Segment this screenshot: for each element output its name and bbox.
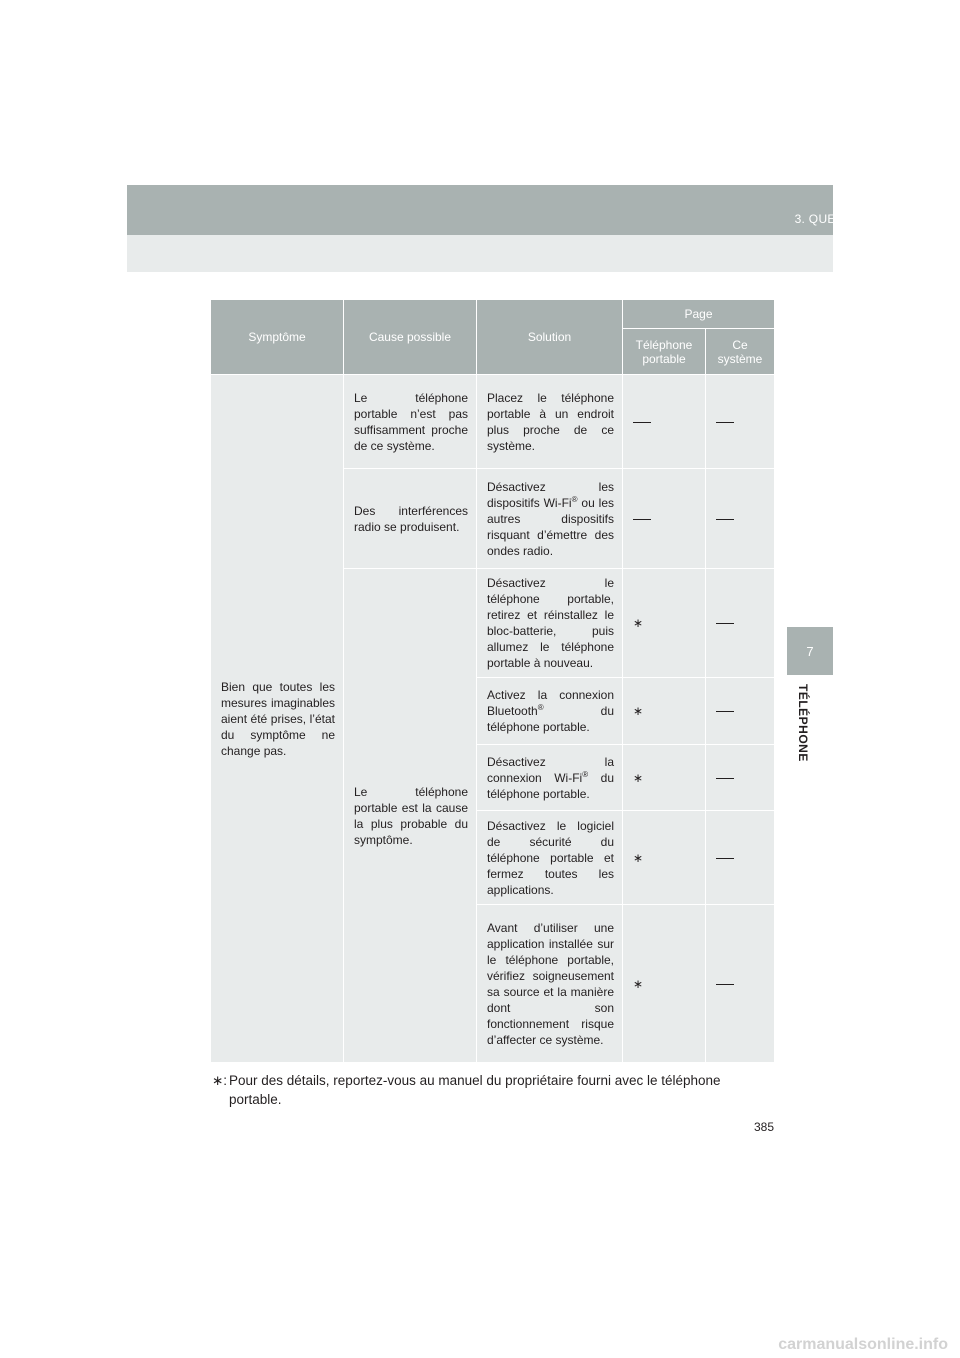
- page-system-cell: [706, 678, 775, 745]
- page-number: 385: [753, 1120, 774, 1134]
- header-solution: Solution: [477, 300, 623, 375]
- footnote-text: Pour des détails, reportez-vous au manuel du propriétaire fourni avec le téléphone portable.: [229, 1073, 721, 1107]
- dash-mark: [716, 984, 734, 985]
- symptom-cell: Bien que toutes les mesures imaginables aient été prises, l’état du symptôme ne change pas.: [211, 375, 344, 1063]
- cause-cell: Des interférences radio se produisent.: [344, 469, 477, 569]
- chapter-label: TÉLÉPHONE: [796, 684, 810, 762]
- solution-cell: Avant d’utiliser une application installée sur le téléphone portable, vérifiez soigneusement sa source et la manière dont son fonctionnement risque d’affecter ce système.: [477, 905, 623, 1063]
- solution-cell: Désactivez le téléphone portable, retirez et réinstallez le bloc-batterie, puis allumez le téléphone portable à nouveau.: [477, 569, 623, 678]
- page-system-cell: [706, 745, 775, 811]
- page-phone-cell: ∗: [623, 905, 706, 1063]
- page-system-cell: [706, 905, 775, 1063]
- dash-mark: [716, 711, 734, 712]
- header-page-phone: Téléphone portable: [623, 329, 706, 375]
- header-cause: Cause possible: [344, 300, 477, 375]
- header-band: [127, 185, 833, 235]
- watermark: carmanualsonline.info: [778, 1336, 948, 1353]
- dash-mark: [716, 519, 734, 520]
- footnote: [212, 1071, 774, 1109]
- solution-cell: Désactivez les dispositifs Wi-Fi® ou les autres dispositifs risquant d’émettre des ondes radio.: [477, 469, 623, 569]
- page-system-cell: [706, 569, 775, 678]
- solution-cell: Activez la connexion Bluetooth® du téléphone portable.: [477, 678, 623, 745]
- page-phone-cell: ∗: [623, 811, 706, 905]
- header-page-system: Ce système: [706, 329, 775, 375]
- page-phone-cell: ∗: [623, 745, 706, 811]
- dash-mark: [716, 858, 734, 859]
- dash-mark: [716, 623, 734, 624]
- cause-cell: Le téléphone portable est la cause la plus probable du symptôme.: [344, 569, 477, 1063]
- footnote-marker: ∗:: [212, 1073, 228, 1088]
- header-symptom: Symptôme: [211, 300, 344, 375]
- page-system-cell: [706, 375, 775, 469]
- page-phone-cell: [623, 375, 706, 469]
- page-system-cell: [706, 811, 775, 905]
- header-subband: [127, 235, 833, 272]
- page-phone-cell: [623, 469, 706, 569]
- header-page: Page: [623, 300, 775, 329]
- solution-cell: Désactivez la connexion Wi-Fi® du téléphone portable.: [477, 745, 623, 811]
- solution-cell: Désactivez le logiciel de sécurité du téléphone portable et fermez toutes les applications.: [477, 811, 623, 905]
- chapter-tab: 7: [787, 627, 833, 675]
- section-title: 3. QUE FAIRE SI...: [794, 212, 902, 226]
- page-system-cell: [706, 469, 775, 569]
- solution-cell: Placez le téléphone portable à un endroit plus proche de ce système.: [477, 375, 623, 469]
- page-phone-cell: ∗: [623, 678, 706, 745]
- dash-mark: [633, 422, 651, 423]
- troubleshooting-table: [210, 299, 775, 1063]
- dash-mark: [633, 519, 651, 520]
- cause-cell: Le téléphone portable n’est pas suffisamment proche de ce système.: [344, 375, 477, 469]
- page-phone-cell: ∗: [623, 569, 706, 678]
- dash-mark: [716, 778, 734, 779]
- table-row: [211, 375, 775, 469]
- dash-mark: [716, 422, 734, 423]
